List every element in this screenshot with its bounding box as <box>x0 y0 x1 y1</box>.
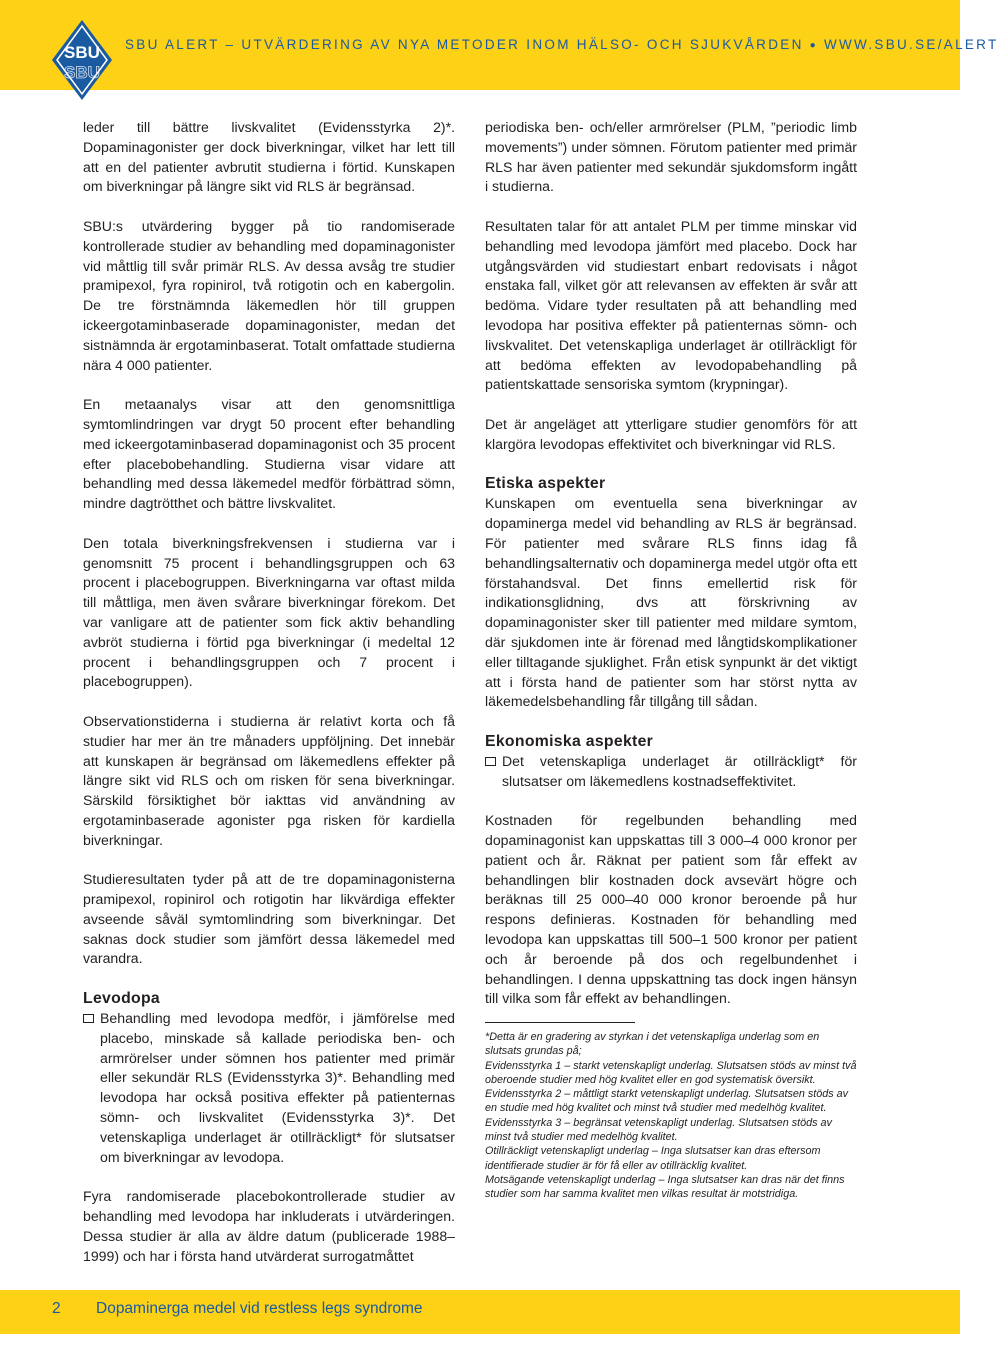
paragraph: Den totala biverkningsfrekvensen i studierna var i genomsnitt 75 procent i behandlingsgruppen och 63 procent i placebogruppen. Biverkningarna var oftast milda till måttliga, men även svårare biverkningar förekom. Det var vanligare att de patienter som fick aktiv behandling avbröt studierna i förtid pga biverkningar (i medeltal 12 procent i behandlingsgruppen och 7 procent i placebogruppen). <box>83 534 455 690</box>
paragraph: leder till bättre livskvalitet (Evidensstyrka 2)*. Dopaminagonister ger dock biverkningar, vilket har lett till att en del patienter avbrutit studierna i förtid. Kunskapen om biverkningar på längre sikt vid RLS är begränsad. <box>83 119 455 195</box>
paragraph: Det är angeläget att ytterligare studier genomförs för att klargöra levodopas effektivitet och biverkningar vid RLS. <box>485 415 857 452</box>
footnote-line: *Detta är en gradering av styrkan i det vetenskapliga underlag som en slutsats grundas på; <box>485 1031 820 1058</box>
paragraph: SBU:s utvärdering bygger på tio randomiserade kontrollerade studier av behandling med dopaminagonister vid måttlig till svår primär RLS. Av dessa avsåg tre studier pramipexol, fyra ropinirol, två rotigotin och en kabergolin. De tre förstnämnda läkemedlen hör till gruppen ickeergotaminbaserade dopaminagonister, medan det sistnämnda är ergotaminbaserat. Totalt omfattade studierna nära 4 000 patienter. <box>83 217 455 373</box>
paragraph: Kunskapen om eventuella sena biverkningar av dopaminerga medel vid behandling av RLS är begränsad. För patienter med svårare RLS finns idag få behandlingsalternativ och dopaminerga medel utgör ofta ett förstahandsval. Det finns emellertid risk för indikationsglidning, dvs att förskrivning av dopaminagonister sker till patienter med mildare symtom, där sjukdomen inte är förenad med långtidskomplikationer eller tilltagande sjuklighet. Från etisk synpunkt är det viktigt att i första hand de patienter som har störst nytta av läkemedelsbehandling får tillgång till sådan. <box>485 495 857 710</box>
paragraph: periodiska ben- och/eller armrörelser (PLM, ”periodic limb movements”) under sömnen. Förutom patienter med primär RLS har även patienter med sekundär sjukdomsform ingått i studierna. <box>485 119 857 195</box>
checkbox-square-icon <box>485 757 496 766</box>
heading-ekonomiska-aspekter: Ekonomiska aspekter <box>485 732 654 750</box>
paragraph: En metaanalys visar att den genomsnittliga symtomlindringen var drygt 50 procent efter behandling med ickeergotaminbaserad dopaminagonist och 35 procent efter placebobehandling. Studierna visar vidare att behandling med dessa läkemedel medför förbättrad sömn, mindre dagtrötthet och bättre livskvalitet. <box>83 396 455 512</box>
right-column <box>485 118 857 1029</box>
left-column <box>83 118 455 1286</box>
paragraph: Studieresultaten tyder på att de tre dopaminagonisterna pramipexol, ropinirol och rotigotin har likvärdiga effekter avseende såväl symtomlindring som biverkningar. Det saknas dock studier som jämfört dessa läkemedel med varandra. <box>83 871 455 967</box>
header-alert-line <box>125 37 999 52</box>
footnote-line: Otillräckligt vetenskapligt underlag – Inga slutsatser kan dras eftersom identifierade studier är för få eller av otillräcklig kvalitet. <box>485 1145 821 1172</box>
logo-text-reflection: SBU <box>64 63 100 82</box>
bullet-text: Det vetenskapliga underlaget är otillräckligt* för slutsatser om läkemedlens kostnadseffektivitet. <box>502 752 857 789</box>
heading-levodopa: Levodopa <box>83 990 161 1008</box>
footnote-line: Evidensstyrka 2 – måttligt starkt vetenskapligt underlag. Slutsatsen stöds av en studie med hög kvalitet och minst två studier med medelhög kvalitet. <box>485 1088 849 1115</box>
page-number: 2 <box>52 1300 61 1317</box>
alert-url[interactable]: WWW.SBU.SE/ALERT <box>823 37 999 52</box>
footnote-line: Evidensstyrka 3 – begränsat vetenskapligt underlag. Slutsatsen stöds av minst två studier med medelhög kvalitet. <box>485 1116 832 1144</box>
logo-text: SBU <box>64 43 100 62</box>
paragraph: Observationstiderna i studierna är relativt korta och få studier har mer än tre månaders uppföljning. Det innebär att kunskapen är begränsad om läkemedlens effekter på längre sikt vid RLS och om risken för sena biverkningar. Särskild försiktighet bör iakttas vid användning av ergotaminbaserade agonister pga risken för kardiella biverkningar. <box>83 712 455 848</box>
footnote-line: Motsägande vetenskapligt underlag – Inga slutsatser kan dras när det finns studier som har samma kvalitet men vilkas resultat är motstridiga. <box>485 1173 845 1201</box>
sbu-logo <box>50 18 114 102</box>
footnote-divider <box>485 1022 635 1023</box>
heading-etiska-aspekter: Etiska aspekter <box>485 475 606 493</box>
bullet-item <box>83 1009 455 1167</box>
footnotes <box>485 1030 857 1202</box>
alert-title: SBU ALERT – UTVÄRDERING AV NYA METODER INOM HÄLSO- OCH SJUKVÅRDEN <box>125 37 804 52</box>
footer-title: Dopaminerga medel vid restless legs syndrome <box>96 1300 423 1317</box>
checkbox-square-icon <box>83 1014 94 1023</box>
paragraph: Kostnaden för regelbunden behandling med dopaminagonist kan uppskattas till 3 000–4 000 kronor per patient och år. Räknat per patient som får effekt av behandlingen blir kostnaden dock avsevärt högre och beräknas till 25 000–40 000 kronor beroende på hur respons definieras. Kostnaden för behandling med levodopa kan uppskattas till 500–1 500 kronor per patient och år beroende på dos och regelbundenhet i behandlingen. I denna uppskattning tas dock ingen hänsyn till vilka som får effekt av behandlingen. <box>485 812 857 1007</box>
bullet-item <box>485 752 857 792</box>
paragraph: Fyra randomiserade placebokontrollerade studier av behandling med levodopa har inkluderats i utvärderingen. Dessa studier är alla av äldre datum (publicerade 1988–1999) och har i första hand utvärderat surrogatmåttet <box>83 1188 455 1264</box>
footnote-line: Evidensstyrka 1 – starkt vetenskapligt underlag. Slutsatsen stöds av minst två oberoende studier med hög kvalitet eller en god systematisk översikt. <box>485 1059 857 1086</box>
paragraph: Resultaten talar för att antalet PLM per timme minskar vid behandling med levodopa jämfört med placebo. Dock har utgångsvärden vid studiestart enbart redovisats i något enstaka fall, vilket gör att relevansen av effekten är svår att bedöma. Vidare tyder resultaten på att behandling med levodopa har positiva effekter på patienternas sömn- och livskvalitet. Det vetenskapliga underlaget är otillräckligt för att bedöma effekten av levodopabehandling på patientskattade sensoriska symtom (krypningar). <box>485 217 857 393</box>
bullet-text: Behandling med levodopa medför, i jämförelse med placebo, minskade så kallade periodiska ben- och armrörelser under sömnen hos patienter med primär eller sekundär RLS (Evidensstyrka 3)*. Behandling med levodopa har också positiva effekter på patienternas sömn- och livskvalitet (Evidensstyrka 3)*. Det vetenskapliga underlaget är otillräckligt* för slutsatser om biverkningar av levodopa. <box>100 1010 455 1165</box>
separator-dot: ● <box>809 40 818 51</box>
